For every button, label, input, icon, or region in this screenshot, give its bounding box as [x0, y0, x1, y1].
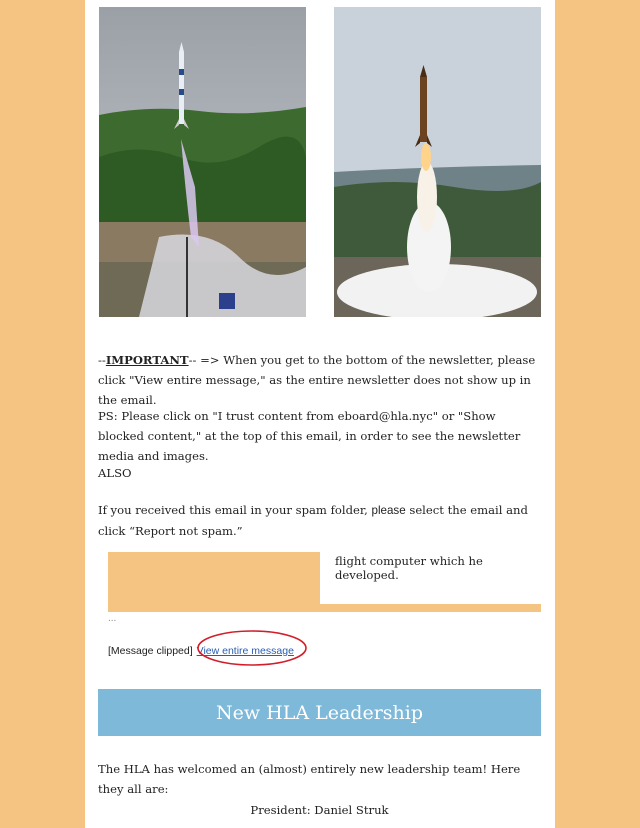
spam-text-before: If you received this email in your spam folder, [98, 503, 372, 517]
email-content [85, 0, 555, 828]
leadership-intro: The HLA has welcomed an (almost) entirely new leadership team! Here they all are: [98, 762, 521, 796]
important-text: -- => When you get to the bottom of the newsletter, please click "View entire message," as the entire newsletter does not show up in the email. [98, 353, 536, 407]
spam-text-after: select the email and click “Report not spam.” [98, 503, 528, 538]
section-banner: New HLA Leadership [98, 689, 541, 736]
ellipsis: ... [108, 613, 117, 624]
also-label: ALSO [98, 466, 132, 480]
preview-text: flight computer which he developed. [335, 554, 483, 582]
preview-image-placeholder [108, 552, 320, 604]
rocket-launch-photo-right [334, 7, 541, 317]
message-clipped-row [108, 645, 294, 657]
important-prefix: -- [98, 353, 106, 367]
president-line: President: Daniel Struk [250, 803, 389, 817]
spam-notice [98, 500, 543, 541]
clipped-preview [108, 552, 541, 612]
ps-notice: PS: Please click on "I trust content from eboard@hla.nyc" or "Show blocked content," at the top of this email, in order to see the newsletter media and images. [98, 409, 521, 463]
view-entire-message-link[interactable]: View entire message [196, 645, 294, 657]
rocket-launch-photo-left [99, 7, 306, 317]
spam-please: please [371, 504, 406, 517]
important-word: IMPORTANT [105, 353, 189, 367]
message-clipped-label: [Message clipped] [108, 645, 193, 657]
important-notice [98, 350, 543, 410]
preview-divider [108, 604, 541, 612]
